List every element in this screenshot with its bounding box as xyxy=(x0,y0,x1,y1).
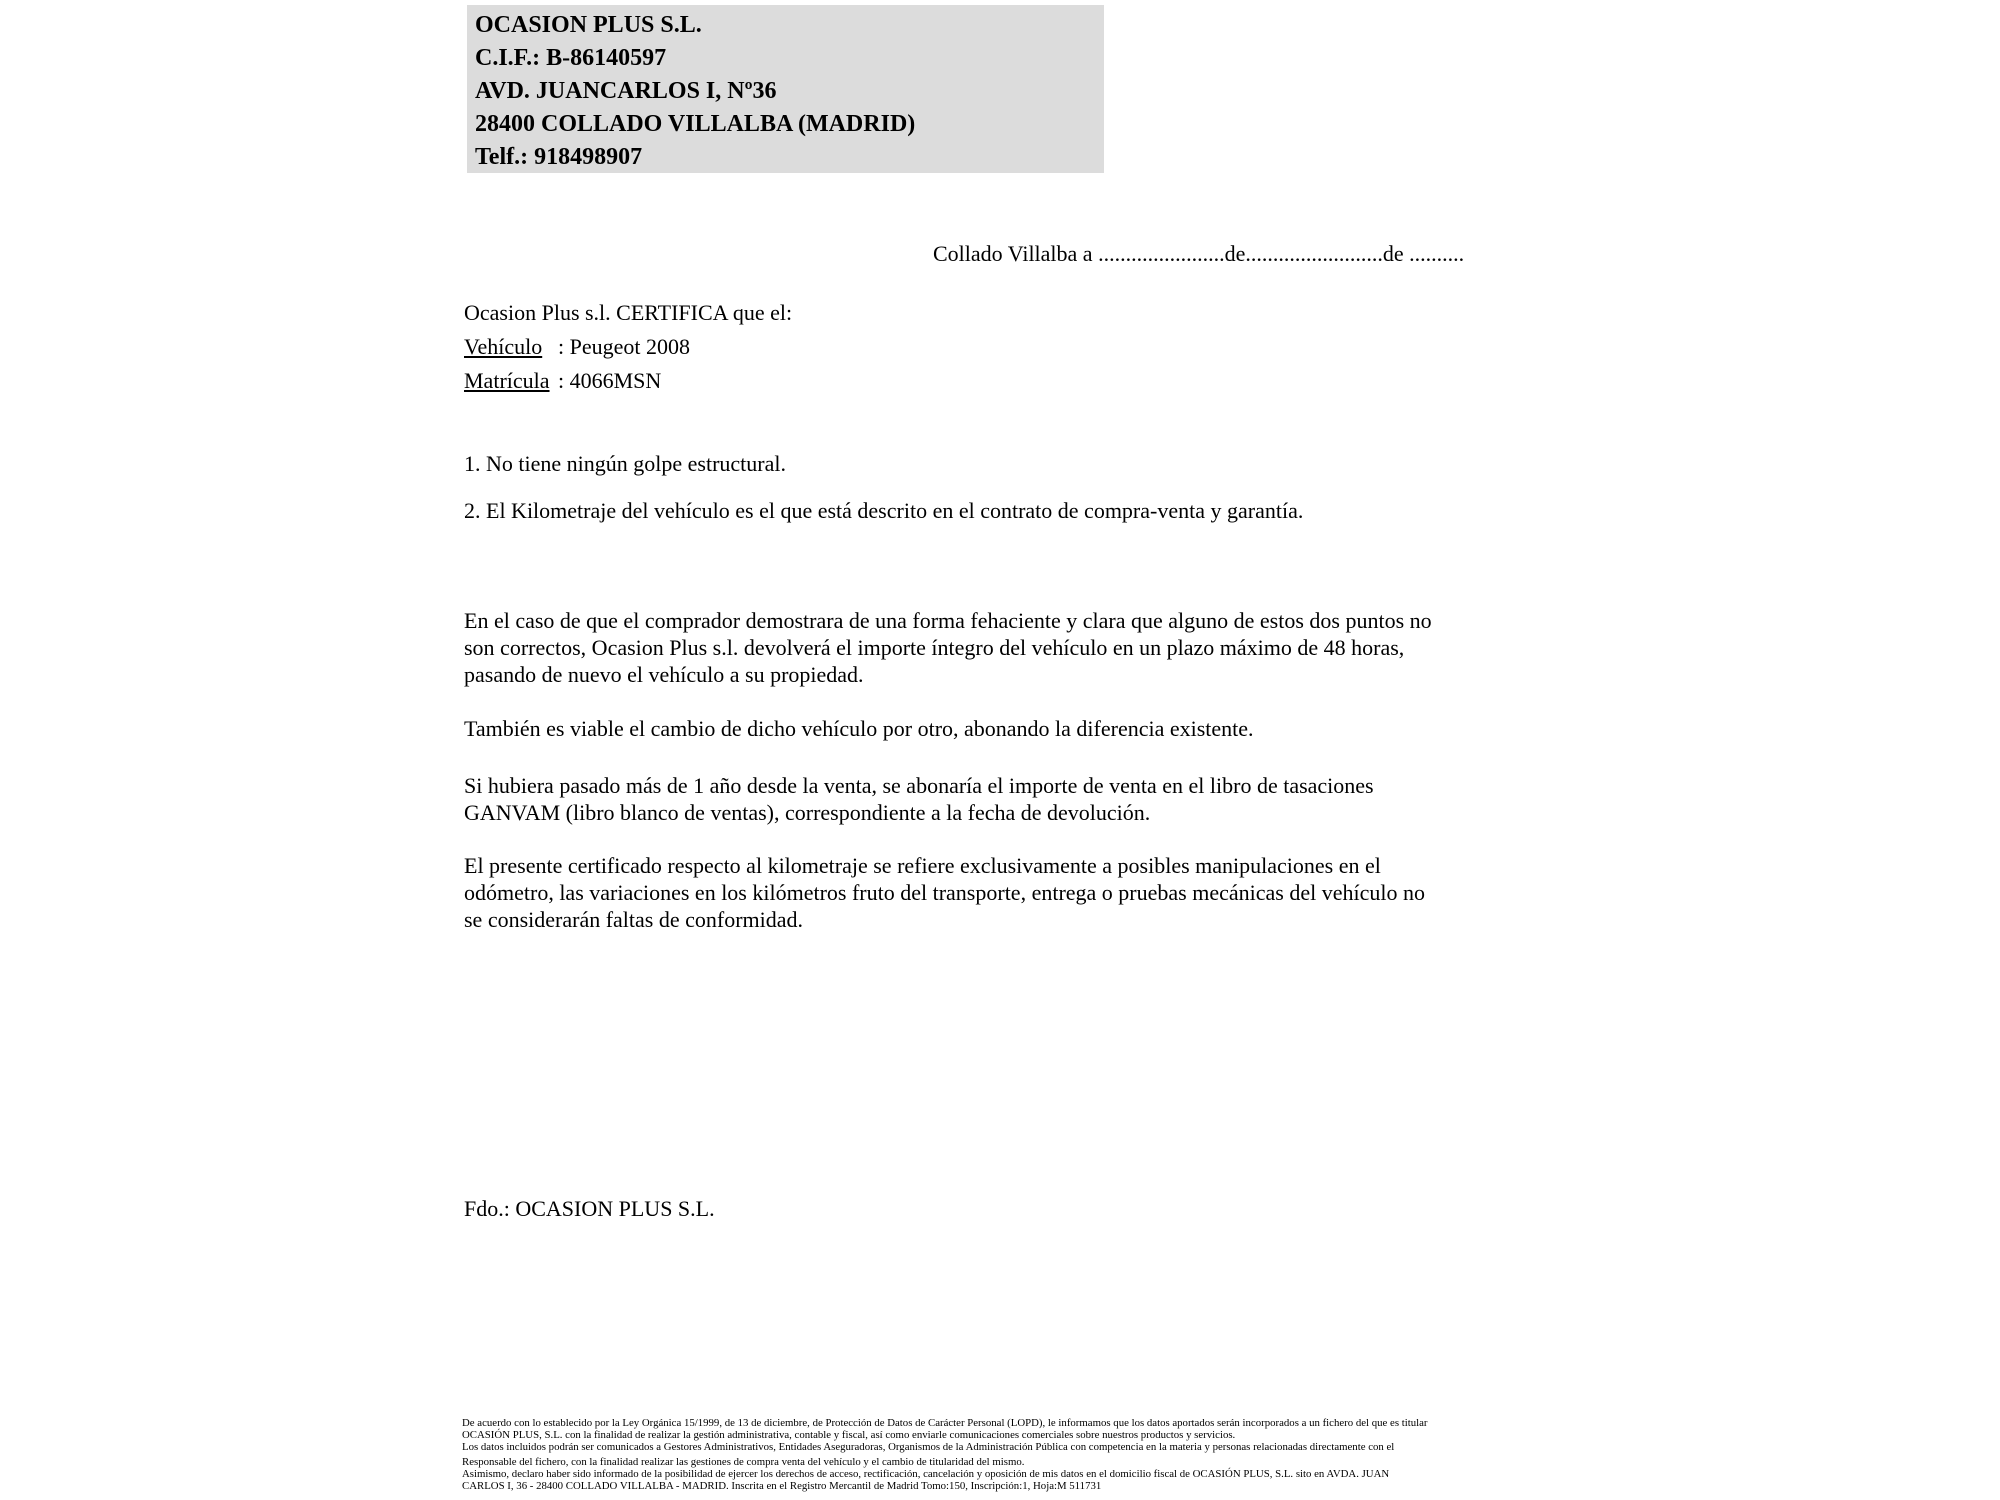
paragraph-line: son correctos, Ocasion Plus s.l. devolverá el importe íntegro del vehículo en un plazo máximo de 48 horas, xyxy=(464,635,1405,660)
signature-line: Fdo.: OCASION PLUS S.L. xyxy=(464,1196,715,1221)
vehicle-separator: : xyxy=(558,334,570,359)
paragraph-line: Si hubiera pasado más de 1 año desde la venta, se abonaría el importe de venta en el libro de tasaciones xyxy=(464,773,1374,798)
paragraph-ganvam xyxy=(464,772,1374,826)
company-header-box xyxy=(467,5,1104,173)
certification-block xyxy=(464,296,792,398)
legal-line: Los datos incluidos podrán ser comunicados a Gestores Administrativos, Entidades Aseguradoras, Organismos de la Administración Pública con competencia en la materia y personas relacionadas directamente con el xyxy=(462,1440,1395,1453)
company-address: AVD. JUANCARLOS I, Nº36 xyxy=(475,78,777,104)
paragraph-line: También es viable el cambio de dicho vehículo por otro, abonando la diferencia existente. xyxy=(464,716,1254,741)
date-line: Collado Villalba a .......................de.........................de .......... xyxy=(933,241,1465,266)
legal-line: De acuerdo con lo establecido por la Ley Orgánica 15/1999, de 13 de diciembre, de Protección de Datos de Carácter Personal (LOPD), le informamos que los datos aportados serán incorporados a un fichero del que es titular xyxy=(462,1417,1428,1429)
vehicle-field xyxy=(464,330,792,364)
plate-separator: : xyxy=(558,368,570,393)
plate-label: Matrícula xyxy=(464,368,550,393)
company-city: 28400 COLLADO VILLALBA (MADRID) xyxy=(475,111,916,137)
clause-1: 1. No tiene ningún golpe estructural. xyxy=(464,451,786,476)
legal-line: Asimismo, declaro haber sido informado de la posibilidad de ejercer los derechos de acceso, rectificación, cancelación y oposición de mis datos en el domicilio fiscal de OCASIÓN PLUS, S.L. sito en AVDA. JUAN xyxy=(462,1468,1390,1481)
paragraph-refund xyxy=(464,607,1432,688)
legal-line: CARLOS I, 36 - 28400 COLLADO VILLALBA - MADRID. Inscrita en el Registro Mercantil de Madrid Tomo:150, Inscripción:1, Hoja:M 511731 xyxy=(462,1479,1102,1492)
plate-field xyxy=(464,364,792,398)
company-name: OCASION PLUS S.L. xyxy=(475,12,702,38)
paragraph-line: pasando de nuevo el vehículo a su propiedad. xyxy=(464,662,864,687)
company-cif: C.I.F.: B-86140597 xyxy=(475,45,667,71)
certification-intro: Ocasion Plus s.l. CERTIFICA que el: xyxy=(464,300,793,325)
clause-2: 2. El Kilometraje del vehículo es el que está descrito en el contrato de compra-venta y garantía. xyxy=(464,498,1304,523)
paragraph-line: odómetro, las variaciones en los kilómetros fruto del transporte, entrega o pruebas mecánicas del vehículo no xyxy=(464,880,1425,905)
legal-footer xyxy=(462,1418,1428,1493)
paragraph-line: El presente certificado respecto al kilometraje se refiere exclusivamente a posibles manipulaciones en el xyxy=(464,853,1381,878)
legal-line: Responsable del fichero, con la finalidad realizar las gestiones de compra venta del vehículo y el cambio de titularidad del mismo. xyxy=(462,1456,1025,1469)
paragraph-odometer xyxy=(464,852,1425,933)
paragraph-line: GANVAM (libro blanco de ventas), correspondiente a la fecha de devolución. xyxy=(464,800,1151,825)
company-phone: Telf.: 918498907 xyxy=(475,144,643,170)
vehicle-label: Vehículo xyxy=(464,334,543,359)
legal-line: OCASIÓN PLUS, S.L. con la finalidad de realizar la gestión administrativa, contable y fiscal, así como enviarle comunicaciones comerciales sobre nuestros productos y servicios. xyxy=(462,1428,1236,1441)
vehicle-value: Peugeot 2008 xyxy=(569,334,691,359)
paragraph-line: En el caso de que el comprador demostrara de una forma fehaciente y clara que alguno de estos dos puntos no xyxy=(464,608,1432,633)
paragraph-line: se considerarán faltas de conformidad. xyxy=(464,907,804,932)
paragraph-exchange xyxy=(464,715,1254,742)
plate-value: 4066MSN xyxy=(569,368,662,393)
